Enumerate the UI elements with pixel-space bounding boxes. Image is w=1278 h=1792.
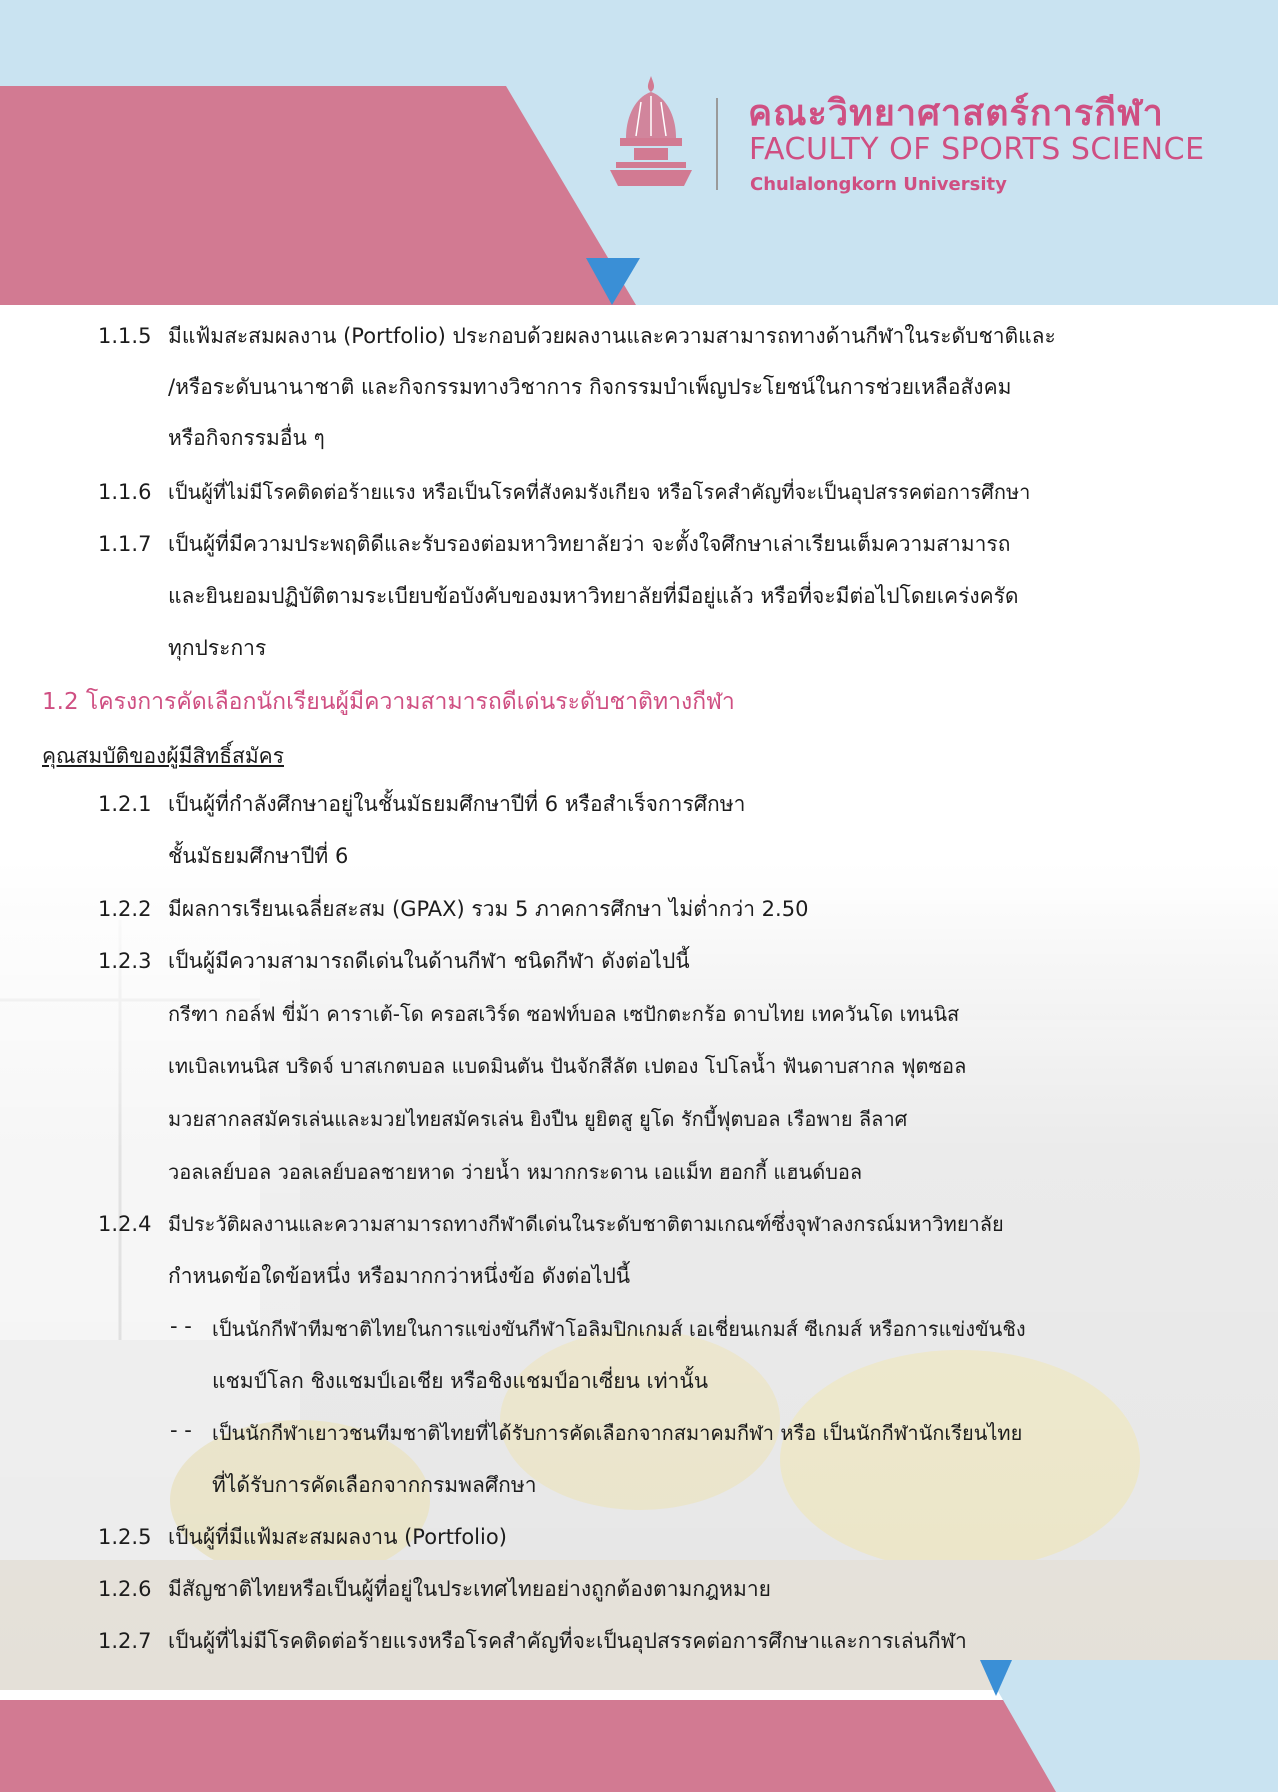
- item-number: 1.1.5: [98, 324, 152, 348]
- item-text: เป็นผู้ที่กำลังศึกษาอยู่ในชั้นมัธยมศึกษาปีที่ 6 หรือสำเร็จการศึกษา: [168, 792, 746, 816]
- faculty-name-english: FACULTY OF SPORTS SCIENCE: [749, 132, 1205, 167]
- sports-list-line: กรีฑา กอล์ฟ ขี่ม้า คาราเต้-โด ครอสเวิร์ด ซอฟท์บอล เซปักตะกร้อ ดาบไทย เทควันโด เทนนิส: [168, 1002, 960, 1026]
- header-pink-band: [0, 86, 636, 305]
- item-number: 1.1.7: [98, 532, 152, 556]
- sports-list-line: มวยสากลสมัครเล่นและมวยไทยสมัครเล่น ยิงปืน ยูยิตสู ยูโด รักบี้ฟุตบอล เรือพาย ลีลาศ: [168, 1107, 908, 1131]
- item-text: มีสัญชาติไทยหรือเป็นผู้ที่อยู่ในประเทศไทยอย่างถูกต้องตามกฎหมาย: [168, 1577, 771, 1601]
- item-number: 1.2.1: [98, 792, 152, 816]
- bullet-mark: - -: [170, 1314, 192, 1338]
- item-text: กำหนดข้อใดข้อหนึ่ง หรือมากกว่าหนึ่งข้อ ดังต่อไปนี้: [168, 1264, 631, 1288]
- item-text: ทุกประการ: [168, 636, 267, 660]
- item-number: 1.2.7: [98, 1629, 152, 1653]
- item-text: เป็นผู้ที่มีความประพฤติดีและรับรองต่อมหาวิทยาลัยว่า จะตั้งใจศึกษาเล่าเรียนเต็มความสามารถ: [168, 532, 1011, 556]
- item-text: และยินยอมปฏิบัติตามระเบียบข้อบังคับของมหาวิทยาลัยที่มีอยู่แล้ว หรือที่จะมีต่อไปโดยเคร่งครัด: [168, 584, 1019, 608]
- item-text: เป็นผู้ที่ไม่มีโรคติดต่อร้ายแรงหรือโรคสำคัญที่จะเป็นอุปสรรคต่อการศึกษาและการเล่นกีฬา: [168, 1629, 967, 1653]
- item-number: 1.2.4: [98, 1212, 152, 1236]
- item-number: 1.2.3: [98, 949, 152, 973]
- item-text: มีแฟ้มสะสมผลงาน (Portfolio) ประกอบด้วยผลงานและความสามารถทางด้านกีฬาในระดับชาติและ: [168, 324, 1056, 348]
- bullet-text: แชมป์โลก ชิงแชมป์เอเชีย หรือชิงแชมป์อาเซี่ยน เท่านั้น: [212, 1369, 709, 1393]
- sports-list-line: วอลเลย์บอล วอลเลย์บอลชายหาด ว่ายน้ำ หมากกระดาน เอแม็ท ฮอกกี้ แฮนด์บอล: [168, 1160, 863, 1184]
- item-text: ชั้นมัธยมศึกษาปีที่ 6: [168, 844, 349, 868]
- item-text: หรือกิจกรรมอื่น ๆ: [168, 426, 325, 450]
- chula-logo-icon: [596, 68, 706, 198]
- section-subheading: คุณสมบัติของผู้มีสิทธิ์สมัคร: [42, 744, 284, 768]
- item-text: เป็นผู้ที่มีแฟ้มสะสมผลงาน (Portfolio): [168, 1525, 507, 1549]
- bullet-text: เป็นนักกีฬาทีมชาติไทยในการแข่งขันกีฬาโอลิมปิกเกมส์ เอเชี่ยนเกมส์ ซีเกมส์ หรือการแข่งขันชิง: [212, 1317, 1026, 1341]
- item-number: 1.1.6: [98, 480, 152, 504]
- item-number: 1.2.6: [98, 1577, 152, 1601]
- footer-shapes: [0, 1660, 1278, 1792]
- item-number: 1.2.5: [98, 1525, 152, 1549]
- university-name: Chulalongkorn University: [750, 174, 1007, 195]
- item-number: 1.2.2: [98, 897, 152, 921]
- item-text: เป็นผู้มีความสามารถดีเด่นในด้านกีฬา ชนิดกีฬา ดังต่อไปนี้: [168, 949, 690, 973]
- logo-divider: [716, 98, 718, 190]
- faculty-name-thai: คณะวิทยาศาสตร์การกีฬา: [748, 93, 1164, 134]
- item-text: มีผลการเรียนเฉลี่ยสะสม (GPAX) รวม 5 ภาคการศึกษา ไม่ต่ำกว่า 2.50: [168, 897, 809, 921]
- bullet-text: ที่ได้รับการคัดเลือกจากกรมพลศึกษา: [212, 1473, 537, 1497]
- item-text: เป็นผู้ที่ไม่มีโรคติดต่อร้ายแรง หรือเป็นโรคที่สังคมรังเกียจ หรือโรคสำคัญที่จะเป็นอุปสรรคต่อการศึกษา: [168, 480, 1031, 504]
- section-heading: 1.2 โครงการคัดเลือกนักเรียนผู้มีความสามารถดีเด่นระดับชาติทางกีฬา: [42, 689, 735, 715]
- bullet-text: เป็นนักกีฬาเยาวชนทีมชาติไทยที่ได้รับการคัดเลือกจากสมาคมกีฬา หรือ เป็นนักกีฬานักเรียนไทย: [212, 1421, 1023, 1445]
- item-text: /หรือระดับนานาชาติ และกิจกรรมทางวิชาการ กิจกรรมบำเพ็ญประโยชน์ในการช่วยเหลือสังคม: [168, 375, 1012, 399]
- bullet-mark: - -: [170, 1418, 192, 1442]
- sports-list-line: เทเบิลเทนนิส บริดจ์ บาสเกตบอล แบดมินตัน ปันจักสีลัต เปตอง โปโลน้ำ ฟันดาบสากล ฟุตซอล: [168, 1054, 967, 1078]
- item-text: มีประวัติผลงานและความสามารถทางกีฬาดีเด่นในระดับชาติตามเกณฑ์ซึ่งจุฬาลงกรณ์มหาวิทยาลัย: [168, 1212, 1004, 1236]
